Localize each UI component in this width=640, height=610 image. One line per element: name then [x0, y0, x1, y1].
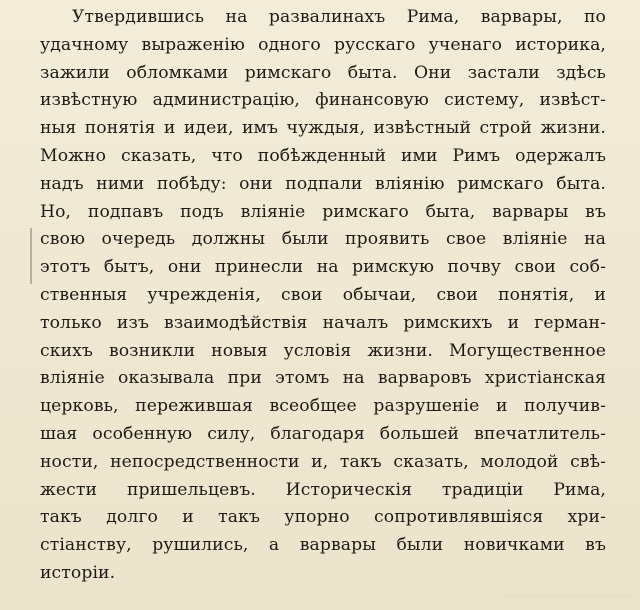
text-line: жести пришельцевъ. Историческія традиціи Рима,: [40, 479, 606, 500]
text-line: этотъ бытъ, они принесли на римскую почву свои соб-: [40, 257, 606, 278]
text-line: надъ ними побѣду: они подпали вліянію римскаго быта.: [40, 173, 606, 194]
text-line: скихъ возникли новыя условія жизни. Могущественное: [40, 340, 606, 361]
text-line: исторіи.: [40, 562, 116, 583]
text-line: извѣстную администрацію, финансовую систему, извѣст-: [40, 90, 606, 111]
paragraph: [40, 4, 606, 588]
text-line: ныя понятія и идеи, имъ чуждыя, извѣстный строй жизни.: [40, 118, 606, 139]
text-line: только изъ взаимодѣйствія началъ римскихъ и герман-: [40, 312, 606, 333]
text-line: зажили обломками римскаго быта. Они застали здѣсь: [40, 62, 606, 83]
text-line: вліяніе оказывала при этомъ на варваровъ христіанская: [40, 368, 606, 389]
text-line: удачному выраженію одного русскаго ученаго историка,: [40, 34, 606, 55]
margin-pencil-mark: [30, 228, 32, 284]
text-line: Можно сказать, что побѣжденный ими Римъ одержалъ: [40, 145, 606, 166]
text-line: свою очередь должны были проявить свое вліяніе на: [40, 229, 606, 250]
text-line: шая особенную силу, благодаря большей впечатлитель-: [40, 423, 606, 444]
text-line: ственныя учрежденія, свои обычаи, свои понятія, и: [40, 284, 606, 305]
text-line: ности, непосредственности и, такъ сказать, молодой свѣ-: [40, 451, 606, 472]
text-line: Но, подпавъ подъ вліяніе римскаго быта, варвары въ: [40, 201, 606, 222]
text-line: такъ долго и такъ упорно сопротивлявшіяся хри-: [40, 507, 606, 528]
text-line: Утвердившись на развалинахъ Рима, варвары, по: [72, 7, 606, 27]
bleed-through-shadow: [502, 595, 632, 606]
text-line: стіанству, рушились, а варвары были новичками въ: [40, 535, 606, 556]
text-line: церковь, пережившая всеобщее разрушеніе и получив-: [40, 396, 606, 417]
